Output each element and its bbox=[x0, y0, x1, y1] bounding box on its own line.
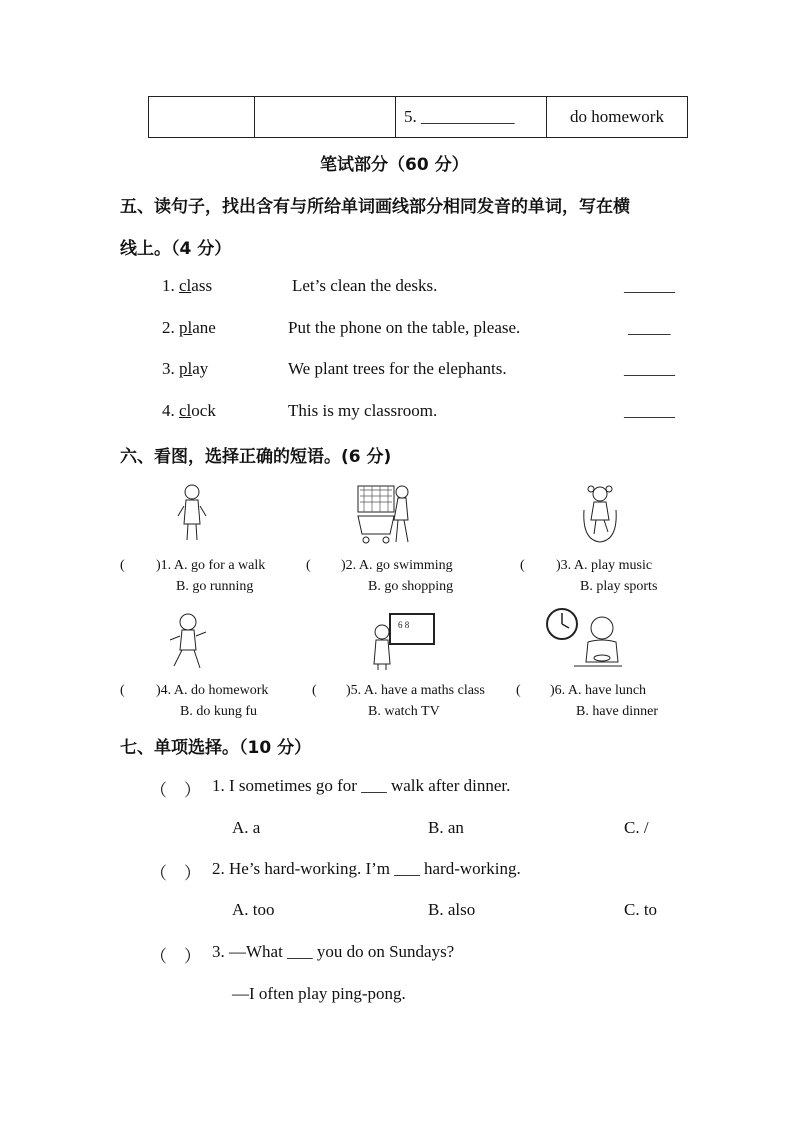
s5-item-2-blank[interactable]: _____ bbox=[628, 318, 671, 337]
s5-item-3-blank[interactable]: ______ bbox=[624, 359, 675, 378]
girl-walking-picture bbox=[174, 482, 210, 544]
s7-q2-option-c: C. to bbox=[624, 900, 658, 919]
teacher-maths-class-picture bbox=[368, 610, 436, 672]
s5-item-1-sentence: Let’s clean the desks. bbox=[292, 276, 438, 295]
s7-q2-paren[interactable]: （ ） bbox=[150, 864, 201, 883]
s5-item-1-blank[interactable]: ______ bbox=[624, 276, 675, 295]
s7-q1-option-a: A. a bbox=[232, 818, 261, 837]
section7-title: 七、单项选择。（10 分） bbox=[120, 738, 312, 758]
s5-item-4-word: 4. clock bbox=[162, 401, 216, 420]
table-cell-5: 5. ___________ bbox=[396, 97, 547, 138]
section5-title-line1: 五、读句子，找出含有与所给单词画线部分相同发音的单词，写在横 bbox=[120, 197, 630, 217]
written-section-title: 笔试部分（60 分） bbox=[320, 155, 469, 175]
table-cell-empty-1 bbox=[149, 97, 255, 138]
s7-q3-answer: —I often play ping-pong. bbox=[232, 984, 406, 1003]
girl-skipping-picture bbox=[580, 484, 620, 544]
s7-q2-option-a: A. too bbox=[232, 900, 275, 919]
section5-title-line2: 线上。（4 分） bbox=[120, 239, 232, 259]
s7-q1-text: 1. I sometimes go for ___ walk after dinner. bbox=[212, 776, 511, 795]
s6-q6-paren: ( bbox=[516, 683, 521, 698]
clock-lunch-picture bbox=[546, 606, 626, 670]
s7-q2-text: 2. He’s hard-working. I’m ___ hard-working. bbox=[212, 859, 521, 878]
shopping-picture bbox=[354, 480, 418, 546]
s6-q4-paren: ( bbox=[120, 683, 125, 698]
s7-q3-text: 3. —What ___ you do on Sundays? bbox=[212, 942, 455, 961]
s6-q2-option-a: )2. A. go swimming bbox=[341, 558, 453, 573]
s6-q1-paren: ( bbox=[120, 558, 125, 573]
s7-q1-paren[interactable]: （ ） bbox=[150, 781, 201, 800]
s6-q1-option-b: B. go running bbox=[176, 579, 254, 594]
s7-q1-option-b: B. an bbox=[428, 818, 464, 837]
s7-q2-option-b: B. also bbox=[428, 900, 476, 919]
s5-item-3-word: 3. play bbox=[162, 359, 209, 378]
answer-table bbox=[148, 96, 688, 138]
s6-q3-paren: ( bbox=[520, 558, 525, 573]
s6-q2-paren: ( bbox=[306, 558, 311, 573]
table-cell-homework: do homework bbox=[547, 97, 688, 138]
s6-q4-option-b: B. do kung fu bbox=[180, 704, 257, 719]
s6-q2-option-b: B. go shopping bbox=[368, 579, 454, 594]
s6-q5-paren: ( bbox=[312, 683, 317, 698]
s7-q1-option-c: C. / bbox=[624, 818, 649, 837]
s5-item-2-sentence: Put the phone on the table, please. bbox=[288, 318, 521, 337]
s5-item-3-sentence: We plant trees for the elephants. bbox=[288, 359, 507, 378]
section6-title: 六、看图，选择正确的短语。(6 分) bbox=[120, 447, 392, 467]
svg-text:6 8: 6 8 bbox=[398, 620, 410, 630]
s5-item-2-word: 2. plane bbox=[162, 318, 216, 337]
table-cell-empty-2 bbox=[255, 97, 396, 138]
s6-q5-option-a: )5. A. have a maths class bbox=[346, 683, 485, 698]
s7-q3-paren[interactable]: （ ） bbox=[150, 947, 201, 966]
s6-q3-option-b: B. play sports bbox=[580, 579, 658, 594]
s5-item-4-sentence: This is my classroom. bbox=[288, 401, 438, 420]
s6-q3-option-a: )3. A. play music bbox=[556, 558, 653, 573]
s5-item-4-blank[interactable]: ______ bbox=[624, 401, 675, 420]
boy-kung-fu-picture bbox=[168, 610, 208, 672]
s6-q1-option-a: )1. A. go for a walk bbox=[156, 558, 266, 573]
s6-q6-option-a: )6. A. have lunch bbox=[550, 683, 647, 698]
s6-q4-option-a: )4. A. do homework bbox=[156, 683, 269, 698]
s5-item-1-word: 1. class bbox=[162, 276, 213, 295]
s6-q6-option-b: B. have dinner bbox=[576, 704, 659, 719]
s6-q5-option-b: B. watch TV bbox=[368, 704, 440, 719]
